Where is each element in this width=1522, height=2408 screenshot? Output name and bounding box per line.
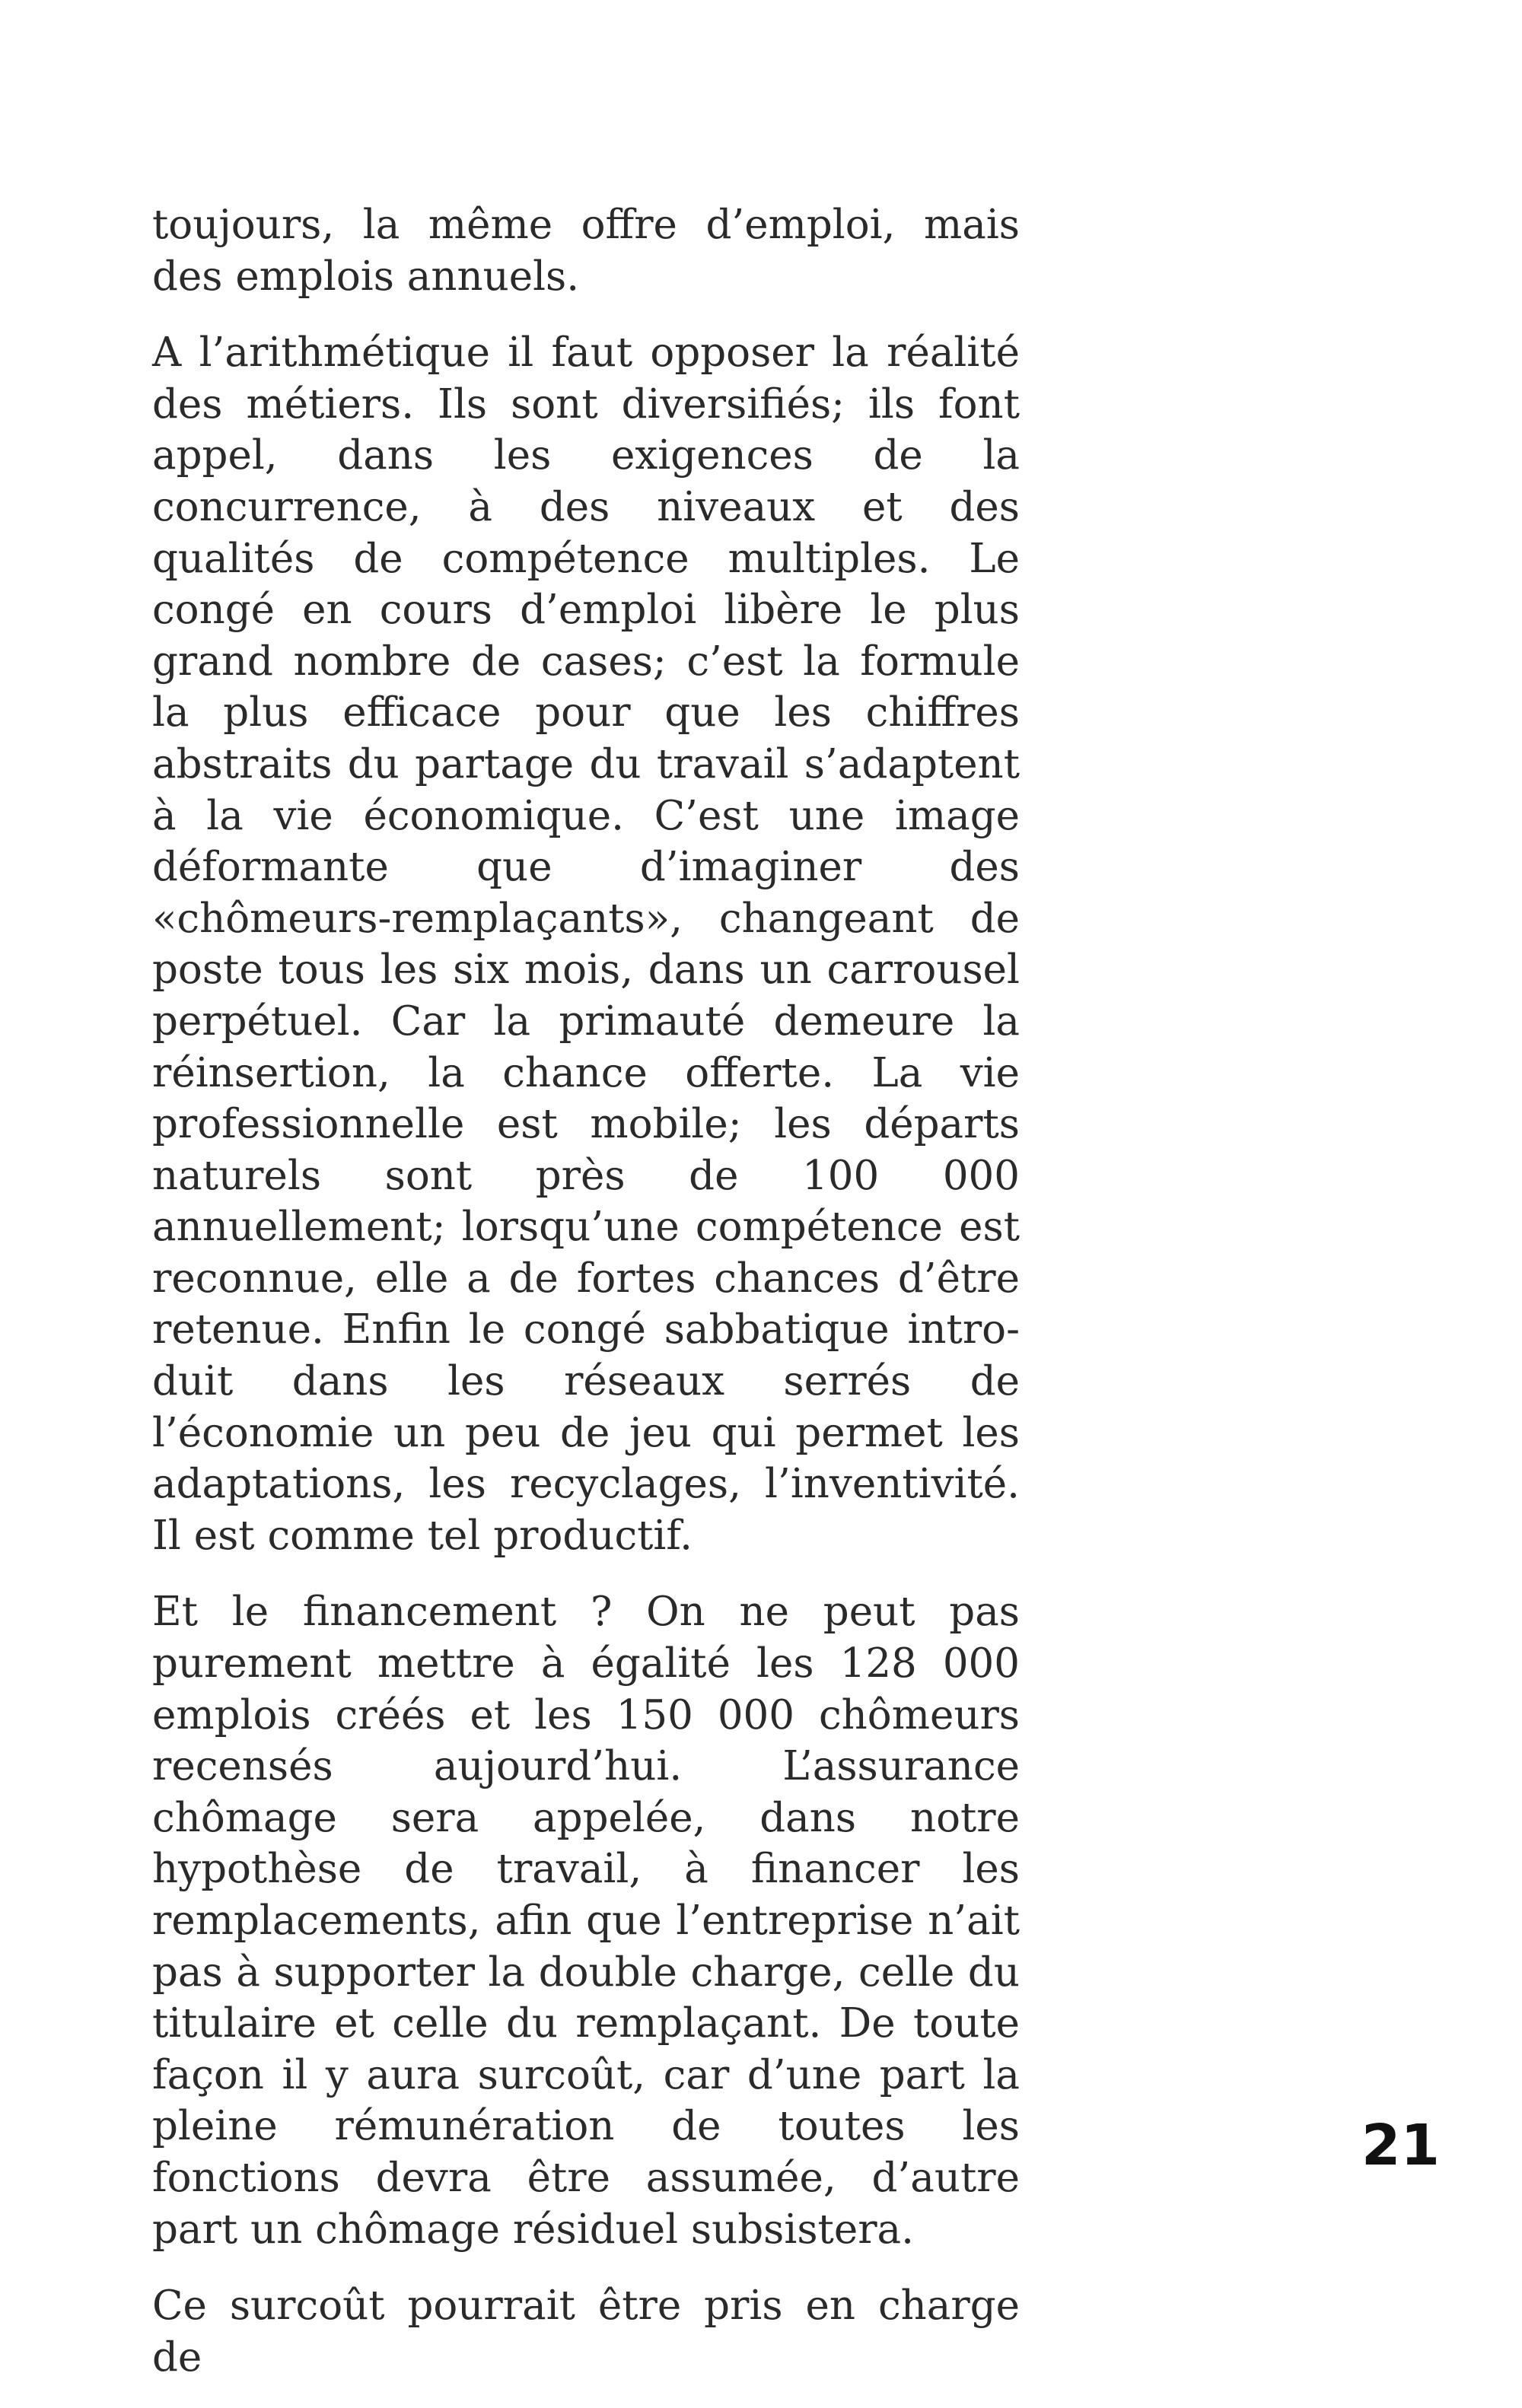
- text-column: [152, 199, 1020, 2408]
- paragraph-4: Ce surcoût pourrait être pris en charge de: [152, 2282, 1020, 2381]
- paragraph-3: Et le financement ? On ne peut pas purement mettre à égalité les 128 000 emplois créés et les 150 000 chômeurs recensés aujourd’hui. L’assurance chômage sera appelée, dans notre hypothèse de travail, à financer les remplacements, afin que l’entreprise n’ait pas à supporter la double charge, celle du titulaire et celle du remplaçant. De toute façon il y aura surcoût, car d’une part la pleine rémunération de toutes les fonctions devra être assumée, d’autre part un chômage résiduel subsistera.: [152, 1589, 1020, 2253]
- page-number: 21: [1361, 2113, 1440, 2178]
- paragraph-2: A l’arithmétique il faut opposer la réalité des métiers. Ils sont diversifiés; ils font appel, dans les exigences de la concurrence, à des niveaux et des qualités de compétence multiples. Le congé en cours d’emploi libère le plus grand nombre de cases; c’est la formule la plus efficace pour que les chiffres abstraits du partage du travail s’adaptent à la vie économique. C’est une image déformante que d’imaginer des «chômeurs-remplaçants», changeant de poste tous les six mois, dans un carrousel perpétuel. Car la primauté demeure la réinsertion, la chance offerte. La vie professionnelle est mobile; les départs naturels sont près de 100 000 annuellement; lorsqu’une compétence est reconnue, elle a de fortes chances d’être retenue. Enfin le congé sabbatique introduit dans les réseaux serrés de l’économie un peu de jeu qui permet les adaptations, les recyclages, l’inventivité. Il est comme tel productif.: [152, 329, 1020, 1559]
- paragraph-1: toujours, la même offre d’emploi, mais des emplois annuels.: [152, 202, 1020, 300]
